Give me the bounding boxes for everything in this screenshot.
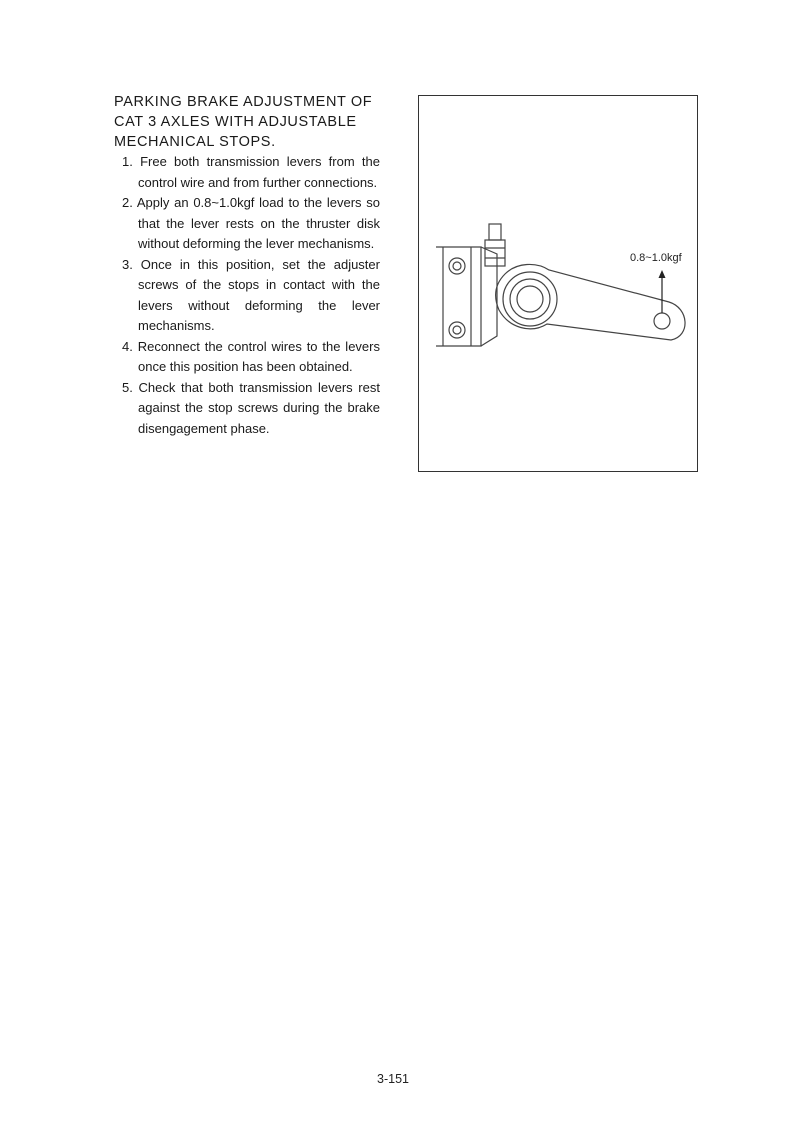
step-number: 1.: [122, 154, 133, 169]
step-text: Reconnect the control wires to the levers once this position has been obtained.: [137, 338, 380, 374]
bracket-bolt-bottom: [449, 322, 465, 338]
step-item: [114, 193, 380, 255]
section-heading: [114, 92, 380, 152]
bracket-bolt-bottom-inner: [453, 326, 461, 334]
step-item: [114, 152, 380, 193]
bracket-bolt-top-inner: [453, 262, 461, 270]
lever-hub-inner: [517, 286, 543, 312]
step-number: 3.: [122, 256, 133, 272]
stop-screw-tip: [489, 224, 501, 240]
lever-diagram: [419, 96, 699, 473]
heading-line-1: PARKING BRAKE ADJUSTMENT OF: [114, 94, 373, 110]
lever-diagram-figure: [418, 95, 698, 472]
step-text: Check that both transmission levers rest against the stop screws during the brake disengagement phase.: [138, 379, 380, 436]
step-number: 4.: [122, 338, 133, 354]
step-item: [114, 255, 380, 337]
step-number: 2.: [122, 195, 133, 210]
heading-line-3: MECHANICAL STOPS: [114, 134, 272, 150]
lever-hub-outer: [503, 272, 557, 326]
bracket-flange: [481, 247, 497, 346]
load-arrow-head: [659, 270, 666, 278]
heading-line-2: CAT 3 AXLES WITH ADJUSTABLE: [114, 114, 357, 130]
step-number: 5.: [122, 379, 133, 395]
lever-end-hole: [654, 313, 670, 329]
lever-arm: [496, 264, 685, 340]
bracket-bolt-top: [449, 258, 465, 274]
load-label: 0.8~1.0kgf: [630, 252, 682, 264]
page-number: 3-151: [377, 1072, 409, 1086]
step-item: [114, 378, 380, 440]
step-text: Once in this position, set the adjuster screws of the stops in contact with the levers without deforming the lever mechanisms.: [138, 256, 380, 333]
step-text: Free both transmission levers from the control wire and from further connections.: [138, 154, 380, 190]
step-text: Apply an 0.8~1.0kgf load to the levers so that the lever rests on the thruster disk without deforming the lever mechanisms.: [136, 195, 380, 251]
procedure-steps: [114, 152, 380, 439]
step-item: [114, 337, 380, 378]
heading-period: .: [271, 134, 276, 150]
lever-hub-mid: [510, 279, 550, 319]
